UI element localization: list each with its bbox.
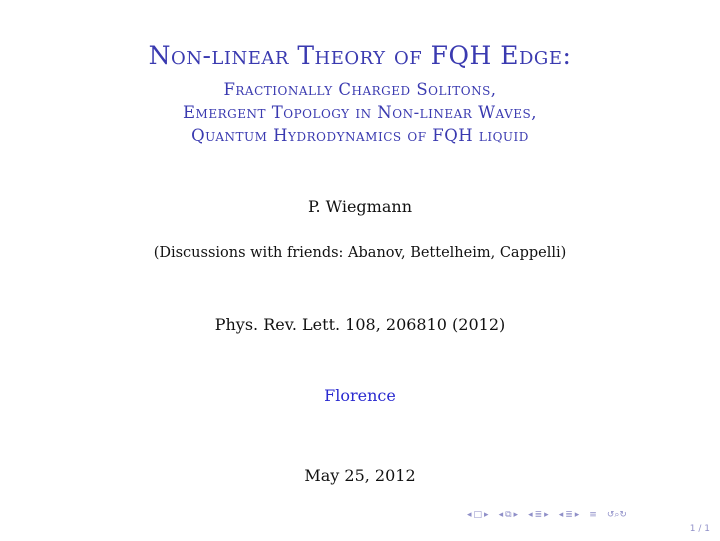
align-icon[interactable]: ≡ [589, 510, 597, 520]
subtitle-line-1: Fractionally Charged Solitons, [223, 80, 497, 99]
first-frame-icon[interactable]: ◂ [467, 510, 472, 520]
next-section-icon[interactable]: ▸ [544, 510, 549, 520]
discussion-note: (Discussions with friends: Abanov, Bettelheim, Cappelli) [153, 245, 567, 261]
beamer-navigation [467, 508, 627, 522]
prev-subsection-icon[interactable]: ◂ [498, 510, 504, 520]
section-icon[interactable]: ≣ [534, 510, 543, 520]
slide-title: Non-linear Theory of FQH Edge: [148, 41, 572, 70]
slide-icon[interactable]: ≣ [565, 510, 573, 520]
journal-reference: Phys. Rev. Lett. 108, 206810 (2012) [214, 315, 506, 334]
date: May 25, 2012 [304, 466, 416, 485]
frame-icon[interactable]: □ [473, 510, 483, 520]
next-slide-icon[interactable]: ▸ [574, 510, 580, 520]
subtitle-line-2: Emergent Topology in Non-linear Waves, [183, 103, 537, 122]
subtitle-line-3: Quantum Hydrodynamics of FQH liquid [191, 126, 529, 145]
prev-section-icon[interactable]: ◂ [528, 510, 533, 520]
search-icon[interactable]: ↺⌕↻ [606, 510, 627, 520]
subsection-icon[interactable]: ⧉ [505, 510, 512, 520]
author: P. Wiegmann [307, 197, 412, 216]
title-block [0, 40, 720, 147]
prev-slide-icon[interactable]: ◂ [558, 510, 564, 520]
next-subsection-icon[interactable]: ▸ [513, 510, 519, 520]
next-frame-icon[interactable]: ▸ [484, 510, 489, 520]
venue: Florence [324, 386, 396, 405]
page-number: 1 / 1 [689, 524, 710, 534]
